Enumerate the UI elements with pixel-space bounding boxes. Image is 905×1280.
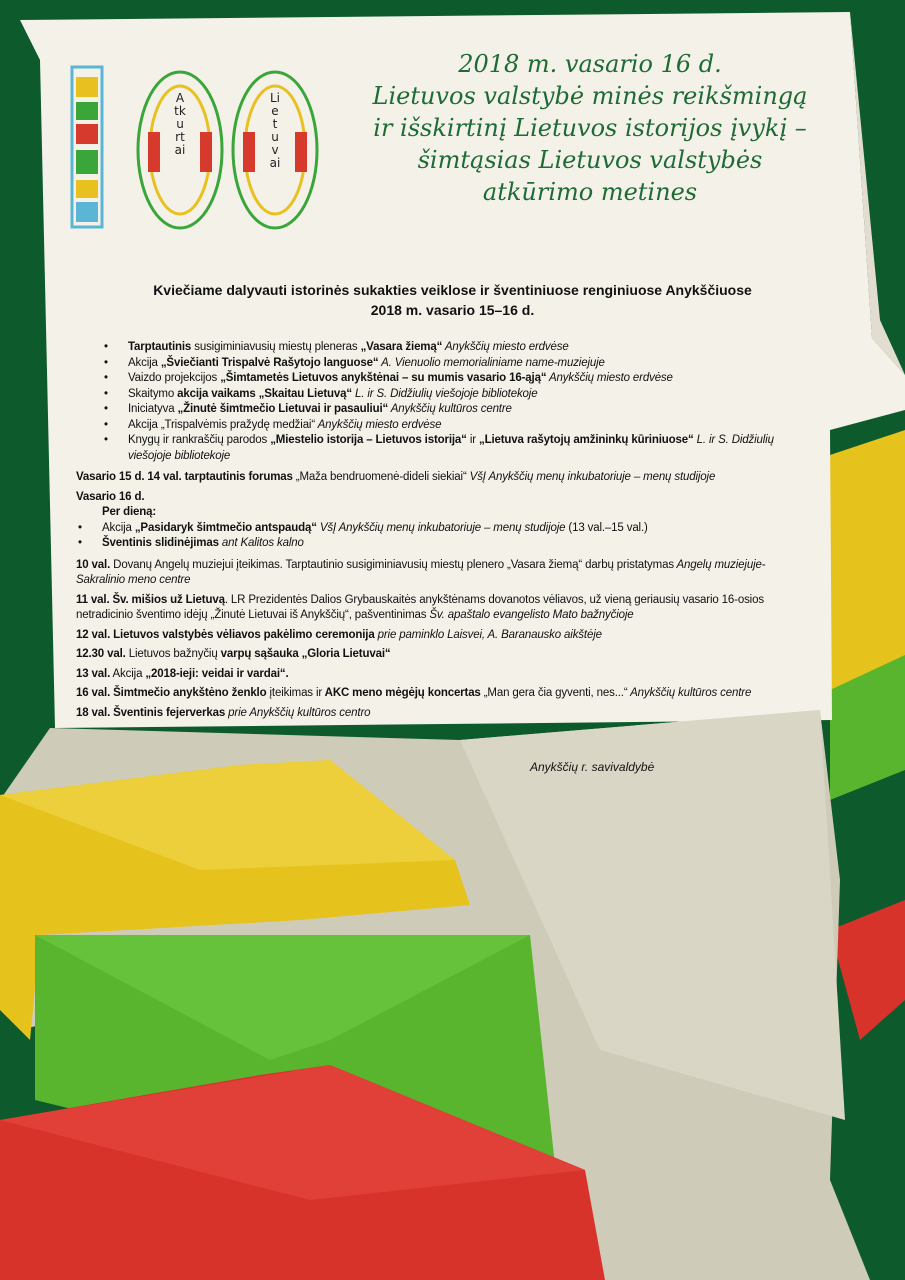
logo-100-graphic <box>60 62 330 237</box>
list-item: • Knygų ir rankraščių parodos „Miestelio istorija – Lietuvos istorija“ ir „Lietuva rašytojų amžininkų kūriniuose“ L. ir S. Didžiulių viešojoje bibliotekoje <box>102 433 792 464</box>
activities-list <box>102 340 792 464</box>
title-line: 2018 m. vasario 16 d. <box>458 50 722 78</box>
list-item: • Iniciatyva „Žinutė šimtmečio Lietuvai ir pasauliui“ Anykščių kultūros centre <box>102 402 792 418</box>
list-item: • Vaizdo projekcijos „Šimtametės Lietuvos anykštėnai – su mumis vasario 16-ąją“ Anykščių miesto erdvėse <box>102 371 792 387</box>
list-item: • Akcija „Pasidaryk šimtmečio antspaudą“ VšĮ Anykščių menų inkubatoriuje – menų studijoje (13 val.–15 val.) <box>76 521 792 537</box>
schedule <box>76 558 792 722</box>
heading-line-2: 2018 m. vasario 15–16 d. <box>370 302 535 318</box>
list-item: • Akcija „Trispalvėmis pražydę medžiai“ Anykščių miesto erdvėse <box>102 418 792 434</box>
per-day-list <box>76 521 792 552</box>
schedule-item: 12 val. Lietuvos valstybės vėliavos pakėlimo ceremonija prie paminklo Laisvei, A. Baranausko aikštėje <box>76 628 602 641</box>
schedule-item: 13 val. Akcija „2018-ieji: veidai ir vardai“. <box>76 667 289 680</box>
schedule-item: 11 val. Šv. mišios už Lietuvą. LR Prezidentės Dalios Grybauskaitės anykštėnams dovanotos vėliavos, už vieną geriausių vasario 16-osios netradicinio šventimo idėjų „Žinutė Lietuvai iš Anykščių“, pašventinimas Šv. apaštalo evangelisto Mato bažnyčioje <box>76 593 764 621</box>
logo-word-left: Atkurtai <box>174 91 186 157</box>
centenary-logo <box>60 62 330 237</box>
schedule-item: 12.30 val. Lietuvos bažnyčių varpų sąšauka „Gloria Lietuvai“ <box>76 648 391 660</box>
schedule-item: 10 val. Dovanų Angelų muziejui įteikimas. Tarptautinio susigiminiavusių miestų plenero „Vasara žiemą“ darbų pristatymas Angelų muziejuje-Sakralinio meno centre <box>76 558 766 586</box>
schedule-item: 16 val. Šimtmečio anykštėno ženklo įteikimas ir AKC meno mėgėjų koncertas „Man gera čia gyventi, nes...“ Anykščių kultūros centre <box>76 687 752 699</box>
signature: Anykščių r. savivaldybė <box>530 760 655 774</box>
program-content <box>76 340 792 725</box>
schedule-item: 18 val. Šventinis fejerverkas prie Anykščių kultūros centro <box>76 706 371 719</box>
list-item: • Skaitymo akcija vaikams „Skaitau Lietuvą“ L. ir S. Didžiulių viešojoje bibliotekoje <box>102 387 792 403</box>
page-title <box>330 48 850 208</box>
list-item: • Šventinis slidinėjimas ant Kalitos kalno <box>76 536 792 552</box>
title-line: Lietuvos valstybė minės reikšmingą <box>372 82 808 110</box>
logo-word-right: Lietuvai <box>269 91 281 170</box>
list-item: • Tarptautinis susigiminiavusių miestų pleneras „Vasara žiemą“ Anykščių miesto erdvėse <box>102 340 792 356</box>
invitation-heading <box>60 280 845 320</box>
yellow-envelope-right <box>830 430 905 690</box>
heading-line-1: Kviečiame dalyvauti istorinės sukakties veiklose ir šventiniuose renginiuose Anykščiuose <box>153 282 752 298</box>
feb15-event: Vasario 15 d. 14 val. tarptautinis forumas „Maža bendruomenė-dideli siekiai“ VšĮ Anykščių menų inkubatoriuje – menų studijoje <box>76 471 716 483</box>
list-item: • Akcija „Šviečianti Trispalvė Rašytojo languose“ A. Vienuolio memorialiniame name-muziejuje <box>102 356 792 372</box>
title-line: ir išskirtinį Lietuvos istorijos įvykį – <box>373 114 807 142</box>
title-line: šimtąsias Lietuvos valstybės <box>417 146 763 174</box>
per-day-label: Per dieną: <box>102 506 157 518</box>
feb16-date: Vasario 16 d. <box>76 490 145 503</box>
title-line: atkūrimo metines <box>482 178 698 206</box>
